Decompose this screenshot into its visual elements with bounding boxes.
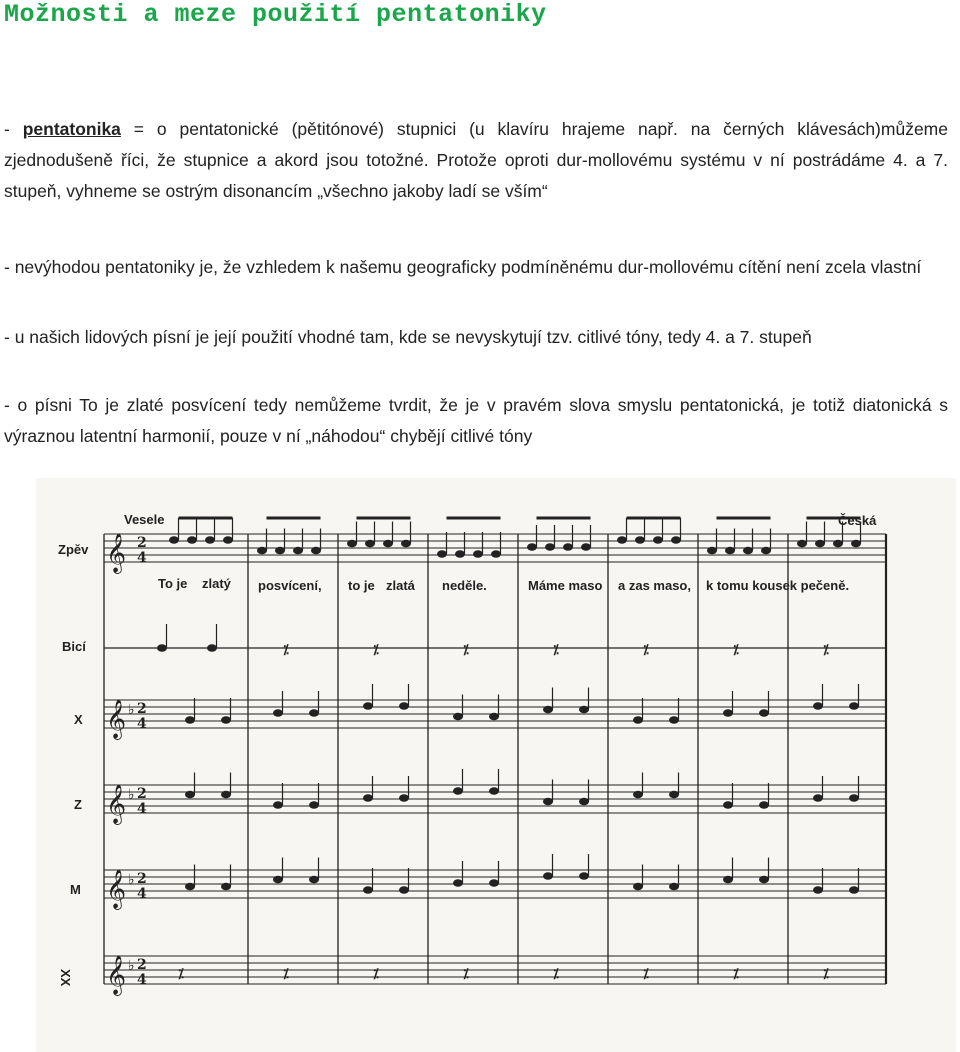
staff-label-xx: XX [58, 969, 73, 987]
repeat-mark: ⁒ [553, 966, 559, 981]
note-head [363, 794, 373, 802]
time-signature-top: 2 [137, 701, 147, 717]
note-head [401, 540, 411, 548]
note-head [759, 876, 769, 884]
time-signature-bottom: 4 [137, 550, 147, 566]
note-head [545, 543, 555, 551]
note-head [453, 879, 463, 887]
song-origin: Česká [838, 513, 877, 528]
note-head [633, 883, 643, 891]
note-head [311, 547, 321, 555]
note-head [365, 540, 375, 548]
time-signature-bottom: 4 [137, 886, 147, 902]
note-head [723, 801, 733, 809]
note-head [185, 791, 195, 799]
note-head [489, 879, 499, 887]
lyric-8: a zas maso, [618, 578, 691, 593]
staff-label-x: X [74, 712, 83, 727]
treble-clef: 𝄞 [106, 869, 127, 909]
repeat-mark: ⁒ [823, 966, 829, 981]
repeat-mark: ⁒ [178, 966, 184, 981]
repeat-mark: ⁒ [283, 966, 289, 981]
note-head [185, 716, 195, 724]
note-head [633, 791, 643, 799]
note-head [273, 876, 283, 884]
note-head [527, 543, 537, 551]
note-head [543, 798, 553, 806]
treble-clef: 𝄞 [106, 955, 127, 995]
lyric-7: Máme maso [528, 578, 603, 593]
note-head [813, 702, 823, 710]
note-head [759, 709, 769, 717]
repeat-mark: ⁒ [463, 966, 469, 981]
note-head [221, 716, 231, 724]
note-head [761, 547, 771, 555]
lyric-1: To je [158, 576, 188, 591]
lyric-5: zlatá [386, 578, 415, 593]
note-head [725, 547, 735, 555]
note-head [309, 801, 319, 809]
flat-sign: ♭ [128, 958, 135, 974]
paragraph-pentatonika-definition [4, 114, 948, 207]
note-head [707, 547, 717, 555]
note-head [207, 644, 217, 652]
note-head [455, 550, 465, 558]
note-head [579, 798, 589, 806]
repeat-mark: ⁒ [553, 642, 559, 657]
note-head [185, 883, 195, 891]
time-signature-top: 2 [137, 786, 147, 802]
note-head [491, 550, 501, 558]
time-signature-bottom: 4 [137, 801, 147, 817]
staff-label-zpev: Zpěv [58, 542, 89, 557]
music-score-image [36, 478, 956, 1052]
note-head [223, 536, 233, 544]
note-head [815, 540, 825, 548]
note-head [221, 791, 231, 799]
note-head [489, 787, 499, 795]
lyric-2: zlatý [202, 576, 231, 591]
note-head [849, 886, 859, 894]
flat-sign: ♭ [128, 787, 135, 803]
note-head [669, 791, 679, 799]
staff-label-bici: Bicí [62, 639, 86, 654]
note-head [257, 547, 267, 555]
note-head [543, 872, 553, 880]
note-head [187, 536, 197, 544]
note-head [579, 706, 589, 714]
note-head [671, 536, 681, 544]
note-head [849, 702, 859, 710]
note-head [851, 540, 861, 548]
note-head [743, 547, 753, 555]
treble-clef: 𝄞 [106, 784, 127, 824]
page-title: Možnosti a meze použití pentatoniky [4, 0, 547, 29]
paragraph-folk-songs: - u našich lidových písní je její použití vhodné tam, kde se nevyskytují tzv. citlivé tóny, tedy 4. a 7. stupeň [4, 327, 812, 347]
note-head [617, 536, 627, 544]
note-head [543, 706, 553, 714]
repeat-mark: ⁒ [463, 642, 469, 657]
note-head [169, 536, 179, 544]
paragraph-body: = o pentatonické (pětitónové) stupnici (u klavíru hrajeme např. na černých klávesách)můžeme zjednodušeně říci, že stupnice a akord jsou totožné. Protože oproti dur-mollovému systému v ní postrádáme 4. a 7. stupeň, vyhneme se ostrým disonancím „všechno jakoby ladí se vším“ [4, 119, 948, 201]
note-head [309, 876, 319, 884]
note-head [581, 543, 591, 551]
note-head [453, 787, 463, 795]
note-head [563, 543, 573, 551]
note-head [363, 702, 373, 710]
note-head [653, 536, 663, 544]
note-head [347, 540, 357, 548]
time-signature-top: 2 [137, 957, 147, 973]
note-head [221, 883, 231, 891]
lyric-4: to je [348, 578, 375, 593]
note-head [363, 886, 373, 894]
note-head [797, 540, 807, 548]
note-head [669, 883, 679, 891]
time-signature-bottom: 4 [137, 716, 147, 732]
paragraph-posviceni: - o písni To je zlaté posvícení tedy nemůžeme tvrdit, že je v pravém slova smyslu pentatonická, je totiž diatonická s výraznou latentní harmonií, pouze v ní „náhodou“ chybějí citlivé tóny [4, 395, 948, 446]
lyric-3: posvícení, [258, 578, 322, 593]
repeat-mark: ⁒ [733, 966, 739, 981]
note-head [437, 550, 447, 558]
note-head [273, 801, 283, 809]
staff-label-m: M [70, 882, 81, 897]
note-head [399, 886, 409, 894]
repeat-mark: ⁒ [823, 642, 829, 657]
note-head [669, 716, 679, 724]
note-head [849, 794, 859, 802]
tempo-marking: Vesele [124, 512, 165, 527]
repeat-mark: ⁒ [733, 642, 739, 657]
note-head [723, 876, 733, 884]
time-signature-top: 2 [137, 871, 147, 887]
term-pentatonika: pentatonika [22, 119, 121, 139]
repeat-mark: ⁒ [373, 642, 379, 657]
repeat-mark: ⁒ [643, 642, 649, 657]
note-head [157, 644, 167, 652]
note-head [293, 547, 303, 555]
treble-clef: 𝄞 [106, 699, 127, 739]
note-head [399, 794, 409, 802]
note-head [399, 702, 409, 710]
time-signature-bottom: 4 [137, 972, 147, 988]
lyric-6: neděle. [442, 578, 487, 593]
repeat-mark: ⁒ [373, 966, 379, 981]
note-head [813, 886, 823, 894]
note-head [833, 540, 843, 548]
note-head [759, 801, 769, 809]
note-head [723, 709, 733, 717]
note-head [473, 550, 483, 558]
treble-clef: 𝄞 [106, 533, 127, 573]
note-head [453, 713, 463, 721]
note-head [309, 709, 319, 717]
note-head [275, 547, 285, 555]
note-head [205, 536, 215, 544]
staff-label-z: Z [74, 797, 82, 812]
note-head [489, 713, 499, 721]
note-head [579, 872, 589, 880]
note-head [273, 709, 283, 717]
paragraph-disadvantage: - nevýhodou pentatoniky je, že vzhledem k našemu geograficky podmíněnému dur-mollovému cítění není zcela vlastní [4, 257, 922, 277]
repeat-mark: ⁒ [643, 966, 649, 981]
repeat-mark: ⁒ [283, 642, 289, 657]
note-head [383, 540, 393, 548]
flat-sign: ♭ [128, 872, 135, 888]
note-head [633, 716, 643, 724]
note-head [813, 794, 823, 802]
note-head [635, 536, 645, 544]
time-signature-top: 2 [137, 535, 147, 551]
lyric-9: k tomu kousek pečeně. [706, 578, 850, 593]
paragraph-prefix: - [4, 119, 23, 139]
flat-sign: ♭ [128, 702, 135, 718]
music-score [36, 478, 956, 1052]
